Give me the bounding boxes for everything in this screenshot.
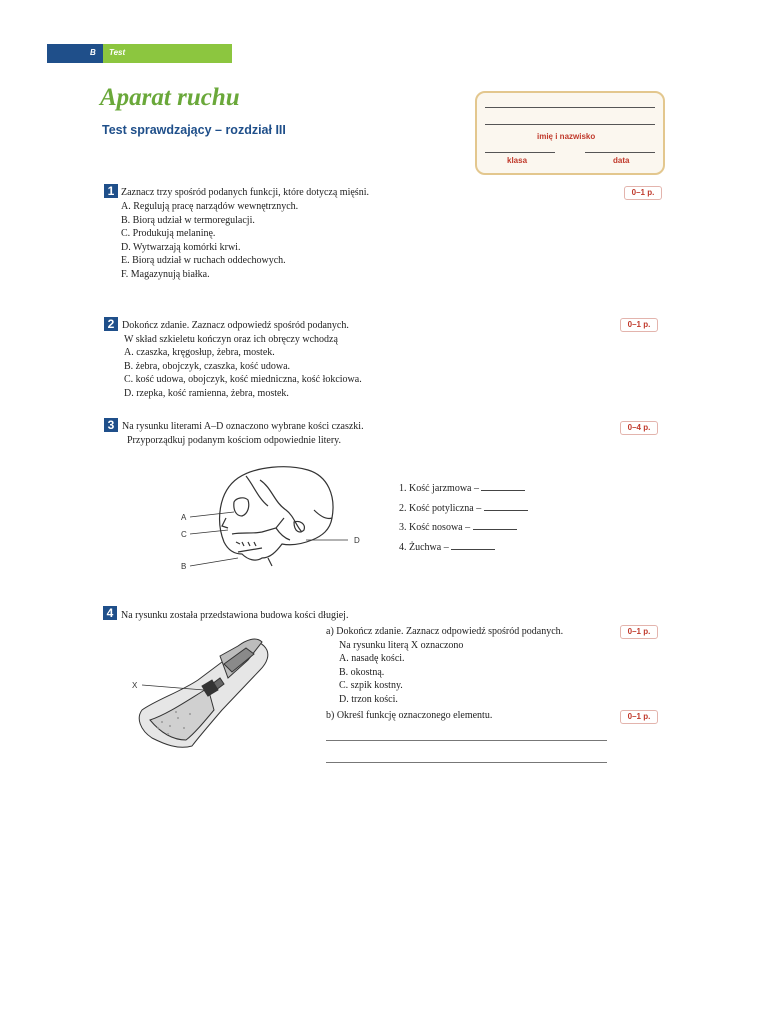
question-1-option[interactable]: B. Biorą udział w termoregulacji. (121, 215, 255, 226)
question-4a-stem: Na rysunku literą X oznaczono (339, 640, 464, 651)
question-3-points: 0–4 p. (620, 421, 658, 435)
name-line-2[interactable] (485, 124, 655, 125)
long-bone-figure (128, 626, 318, 761)
question-2-number: 2 (104, 317, 118, 331)
question-3-item: 3. Kość nosowa – (399, 521, 517, 535)
question-2-option[interactable]: B. żebra, obojczyk, czaszka, kość udowa. (124, 361, 291, 372)
answer-line-2[interactable] (326, 762, 607, 763)
answer-blank[interactable] (473, 521, 517, 530)
section-tag-label: Test (109, 48, 126, 57)
page-title: Aparat ruchu (100, 84, 240, 111)
student-info-box (475, 91, 665, 175)
question-3-number: 3 (104, 418, 118, 432)
question-2-option[interactable]: D. rzepka, kość ramienna, żebra, mostek. (124, 388, 289, 399)
skull-label-b: B (181, 562, 187, 571)
question-1-prompt: Zaznacz trzy spośród podanych funkcji, które dotyczą mięśni. (121, 187, 369, 198)
skull-label-c: C (181, 530, 187, 539)
question-4-number: 4 (103, 606, 117, 620)
skull-figure (176, 462, 376, 577)
question-2-option[interactable]: C. kość udowa, obojczyk, kość miedniczna, kość łokciowa. (124, 374, 362, 385)
skull-label-d: D (354, 536, 360, 545)
question-4a-option[interactable]: A. nasadę kości. (339, 653, 405, 664)
question-1-option[interactable]: E. Biorą udział w ruchach oddechowych. (121, 255, 286, 266)
question-2-stem: W skład szkieletu kończyn oraz ich obręczy wchodzą (124, 334, 338, 345)
bone-label-x: X (132, 681, 138, 690)
question-4a-option[interactable]: C. szpik kostny. (339, 680, 403, 691)
question-2-option[interactable]: A. czaszka, kręgosłup, żebra, mostek. (124, 347, 275, 358)
question-1-option[interactable]: F. Magazynują białka. (121, 269, 210, 280)
page-subtitle: Test sprawdzający – rozdział III (102, 123, 286, 137)
question-4a-option[interactable]: B. okostną. (339, 667, 385, 678)
name-label: imię i nazwisko (537, 132, 596, 141)
answer-blank[interactable] (484, 502, 528, 511)
name-line-1[interactable] (485, 107, 655, 108)
question-1-option[interactable]: C. Produkują melaninę. (121, 228, 216, 239)
question-3-item: 4. Żuchwa – (399, 541, 495, 555)
class-line[interactable] (485, 152, 555, 153)
class-label: klasa (507, 156, 528, 165)
question-4-prompt: Na rysunku została przedstawiona budowa kości długiej. (121, 610, 349, 621)
question-4b-prompt: b) Określ funkcję oznaczonego elementu. (326, 710, 493, 721)
question-3-item: 2. Kość potyliczna – (399, 502, 528, 516)
question-1-option[interactable]: D. Wytwarzają komórki krwi. (121, 242, 241, 253)
question-2-prompt: Dokończ zdanie. Zaznacz odpowiedź spośród podanych. (122, 320, 349, 331)
answer-blank[interactable] (481, 482, 525, 491)
question-3-prompt-2: Przyporządkuj podanym kościom odpowiednie litery. (127, 435, 342, 446)
question-4a-prompt: a) Dokończ zdanie. Zaznacz odpowiedź spośród podanych. (326, 626, 564, 637)
answer-blank[interactable] (451, 541, 495, 550)
question-3-prompt: Na rysunku literami A–D oznaczono wybrane kości czaszki. (122, 421, 364, 432)
skull-label-a: A (181, 513, 187, 522)
answer-line-1[interactable] (326, 740, 607, 741)
question-4a-points: 0–1 p. (620, 625, 658, 639)
date-label: data (613, 156, 630, 165)
question-1-number: 1 (104, 184, 118, 198)
date-line[interactable] (585, 152, 655, 153)
question-4a-option[interactable]: D. trzon kości. (339, 694, 398, 705)
question-3-item: 1. Kość jarzmowa – (399, 482, 525, 496)
question-1-option[interactable]: A. Regulują pracę narządów wewnętrznych. (121, 201, 299, 212)
question-2-points: 0–1 p. (620, 318, 658, 332)
question-4b-points: 0–1 p. (620, 710, 658, 724)
section-tag-letter: B (90, 48, 96, 57)
question-1-points: 0–1 p. (624, 186, 662, 200)
